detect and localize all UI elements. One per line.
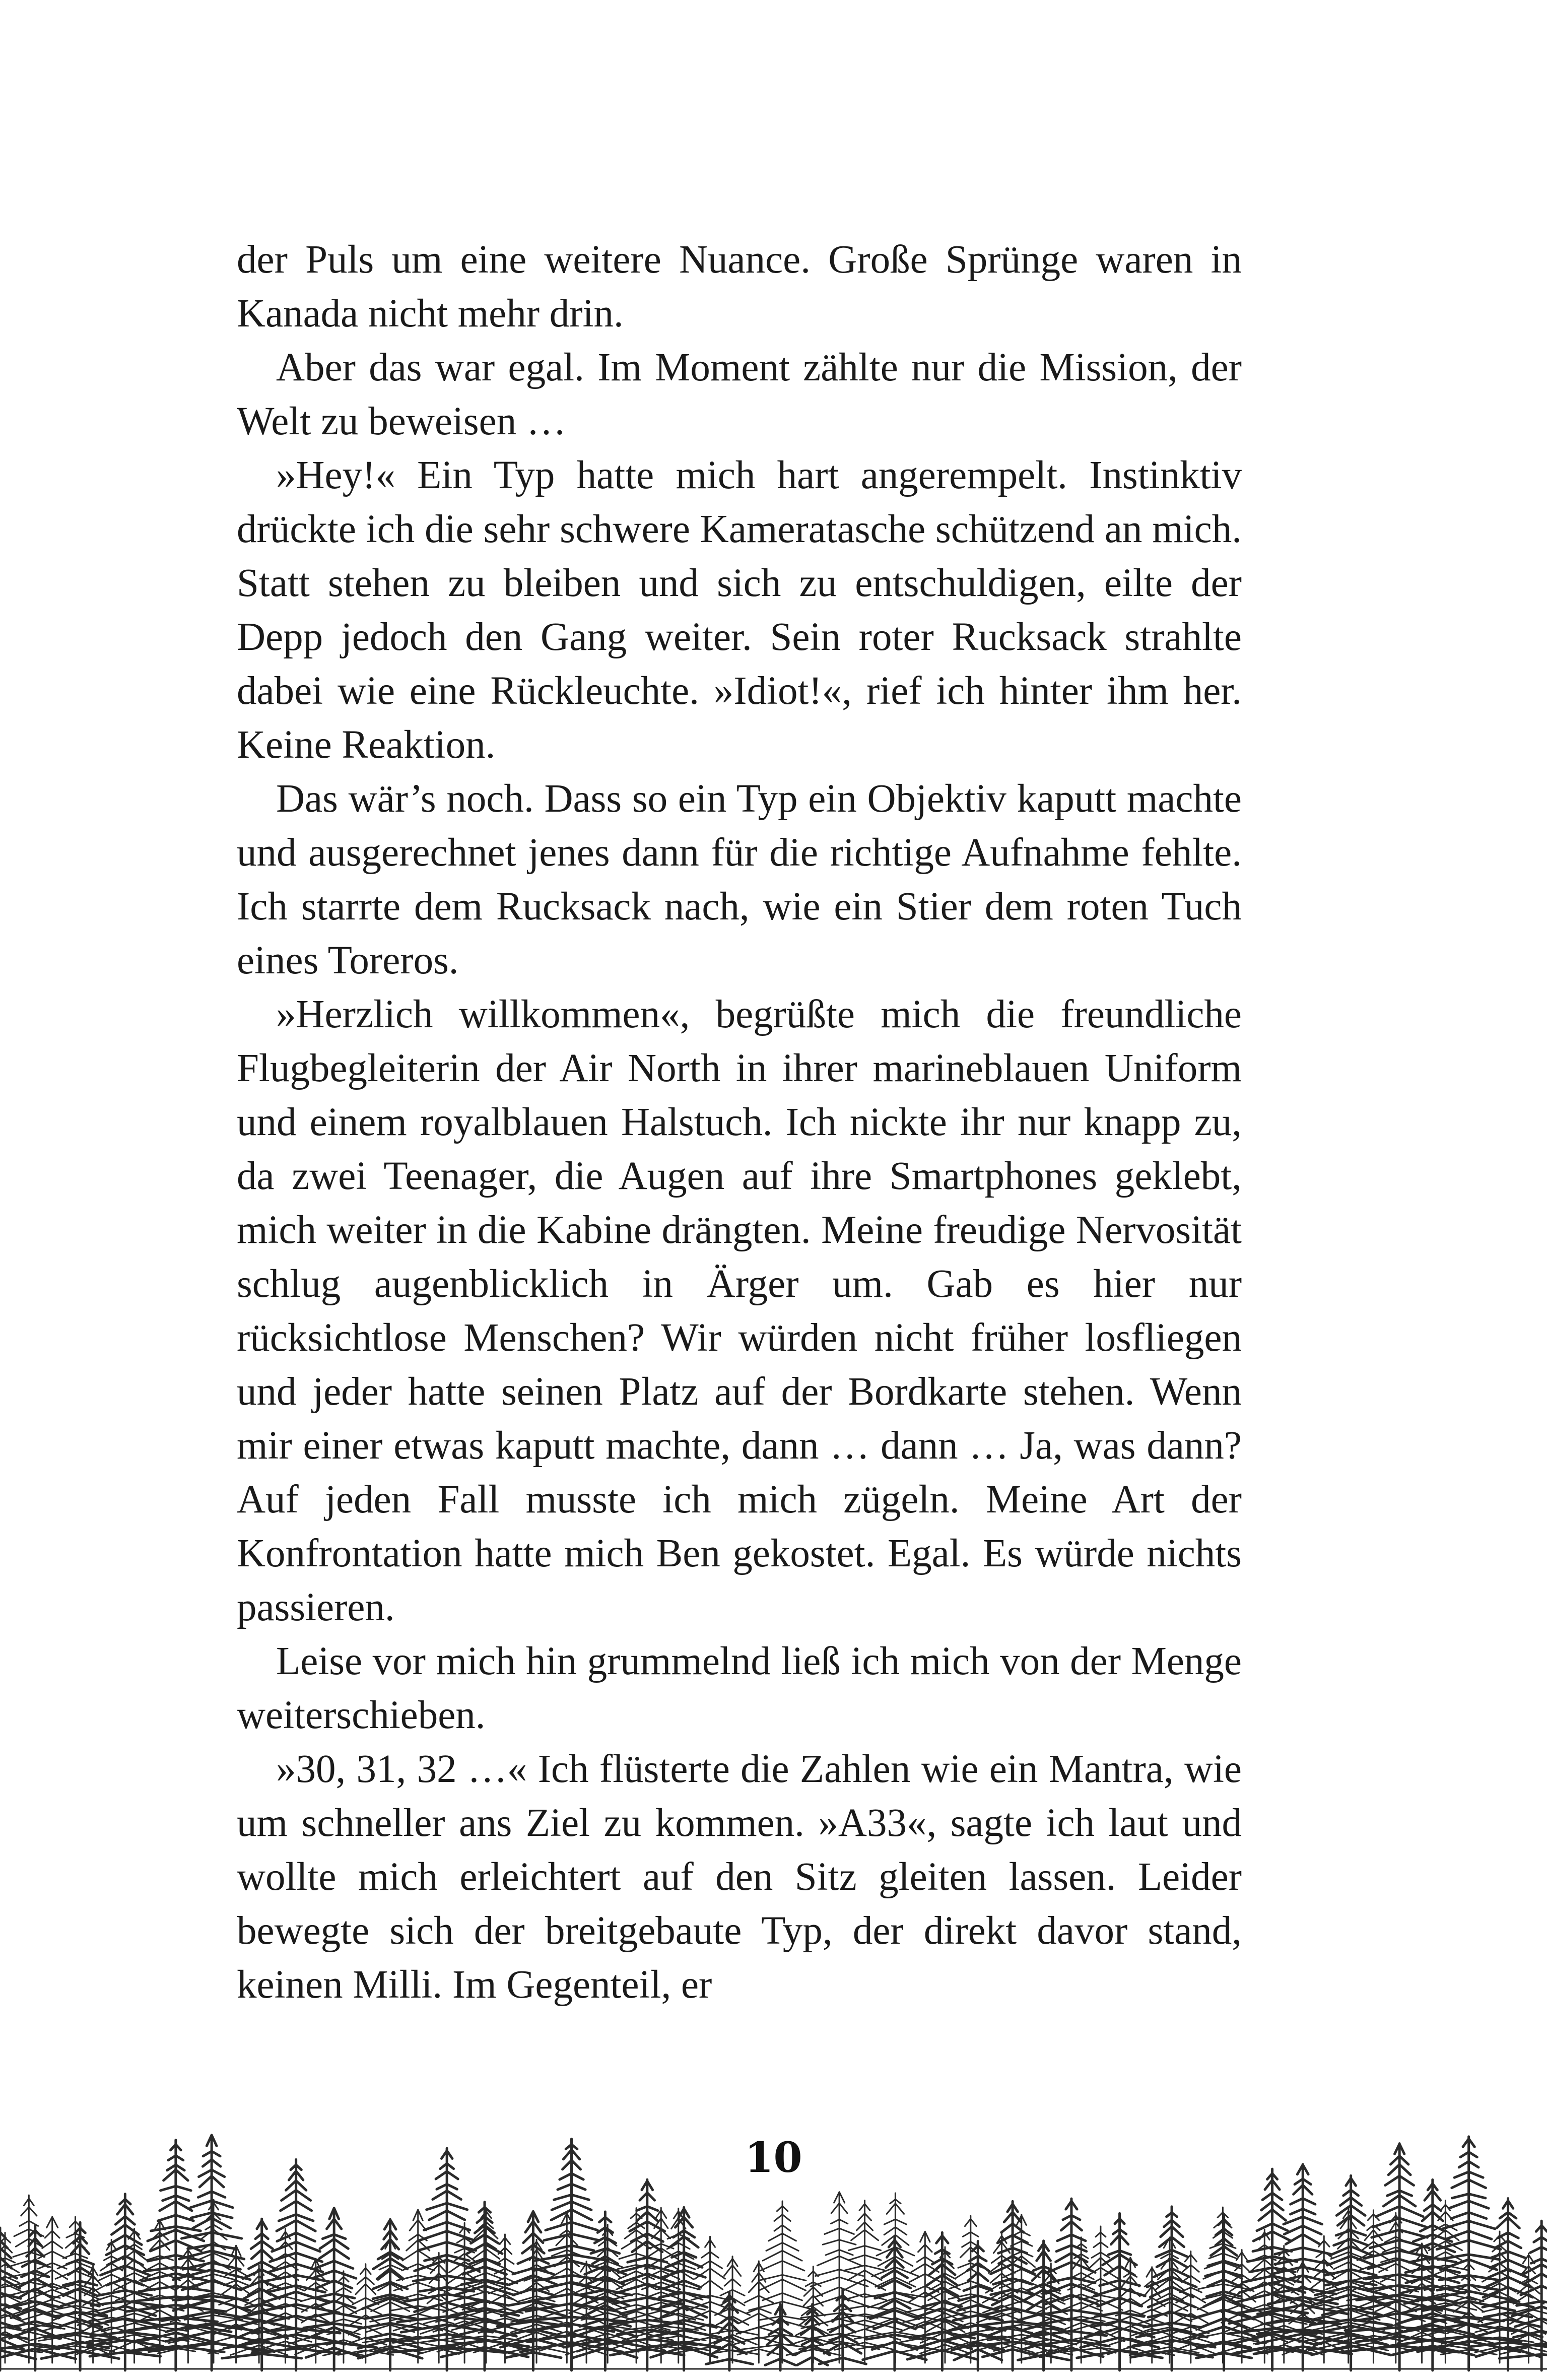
pine-tree-icon bbox=[440, 2202, 529, 2370]
pine-forest-illustration bbox=[0, 2061, 1547, 2380]
pine-tree-icon bbox=[765, 2304, 795, 2370]
paragraph-1: der Puls um eine weitere Nuance. Große Sprünge waren in Kanada nicht mehr drin. bbox=[237, 238, 1242, 336]
page-number bbox=[0, 2134, 1547, 2182]
page-number-label: 10 bbox=[730, 2134, 816, 2182]
paragraph-2: Aber das war egal. Im Moment zählte nur die Mission, der Welt zu beweisen … bbox=[237, 346, 1242, 443]
paragraph-6: Leise vor mich hin grummelnd ließ ich mich von der Menge weiterschieben. bbox=[237, 1639, 1242, 1737]
paragraph-5: »Herzlich willkommen«, begrüßte mich die freundliche Flugbegleiterin der Air North in ihrer marineblauen Uniform und einem royalblauen Halstuch. Ich nickte ihr nur knapp zu, da zwei Teenager, die Augen auf ihre Smartphones geklebt, mich weiter in die Kabine drängten. Meine freudige Nervosität schlug augenblicklich in Ärger um. Gab es hier nur rücksichtlose Menschen? Wir würden nicht früher losfliegen und jeder hatte seinen Platz auf der Bordkarte stehen. Wenn mir einer etwas kaputt machte, dann … dann … Ja, was dann? Auf jeden Fall musste ich mich zügeln. Meine Art der Konfrontation hatte mich Ben gekostet. Egal. Es würde nichts passieren. bbox=[237, 993, 1242, 1629]
paragraph-7: »30, 31, 32 …« Ich flüsterte die Zahlen wie ein Mantra, wie um schneller ans Ziel zu kommen. »A33«, sagte ich laut und wollte mich erleichtert auf den Sitz gleiten lassen. Leider bewegte sich der breitgebaute Typ, der direkt davor stand, keinen Milli. Im Gegenteil, er bbox=[237, 1747, 1242, 2007]
body-text bbox=[237, 233, 1242, 2012]
paragraph-3: »Hey!« Ein Typ hatte mich hart angerempelt. Instinktiv drückte ich die sehr schwere Kameratasche schützend an mich. Statt stehen zu bleiben und sich zu entschuldigen, eilte der Depp jedoch den Gang weiter. Sein roter Rucksack strahlte dabei wie eine Rückleuchte. »Idiot!«, rief ich hinter ihm her. Keine Reaktion. bbox=[237, 453, 1242, 767]
paragraph-4: Das wär’s noch. Dass so ein Typ ein Objektiv kaputt machte und ausgerechnet jenes dann für die richtige Aufnahme fehlte. Ich starrte dem Rucksack nach, wie ein Stier dem roten Tuch eines Toreros. bbox=[237, 777, 1242, 982]
